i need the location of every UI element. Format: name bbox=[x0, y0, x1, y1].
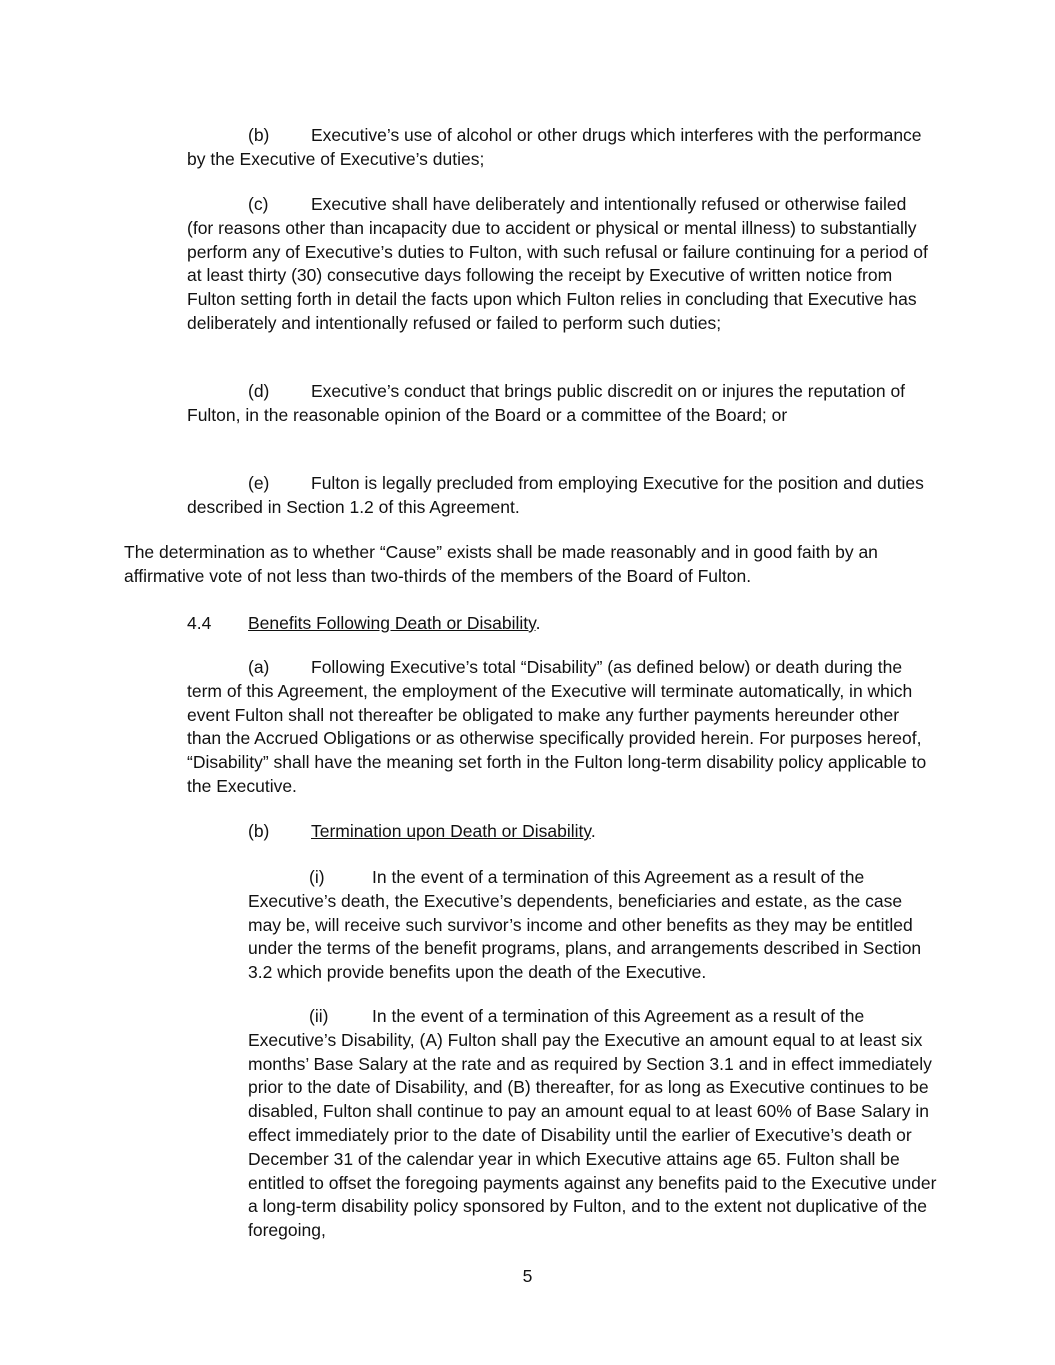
clause-c-label: (c) bbox=[248, 194, 269, 214]
subparagraph-ii-text: In the event of a termination of this Agreement as a result of the Executive’s Disability, (A) Fulton shall pay the Executive an amount equal to at least six months’ Base Salary at the rate and as required by Section 3.1 and in effect immediately prior to the date of Disability, and (B) thereafter, for as long as Executive continues to be disabled, Fulton shall continue to pay an amount equal to at least 60% of Base Salary in effect immediately prior to the date of Disability until the earlier of Executive’s death or December 31 of the calendar year in which Executive attains age 65. Fulton shall be entitled to offset the foregoing payments against any benefits paid to the Executive under a long-term disability policy sponsored by Fulton, and to the extent not duplicative of the foregoing, bbox=[248, 1006, 937, 1241]
clause-b-text: Executive’s use of alcohol or other drugs which interferes with the performance by the Executive of Executive’s duties; bbox=[187, 125, 922, 169]
clause-d-label: (d) bbox=[248, 381, 270, 401]
subparagraph-i-text: In the event of a termination of this Agreement as a result of the Executive’s death, the Executive’s dependents, beneficiaries and estate, as the case may be, will receive such survivor’s income and other benefits as they may be entitled under the terms of the benefit programs, plans, and arrangements described in Section 3.2 which provide benefits upon the death of the Executive. bbox=[248, 867, 922, 983]
subparagraph-ii-label: (ii) bbox=[309, 1006, 329, 1026]
subparagraph-i-label: (i) bbox=[309, 867, 325, 887]
cause-determination-paragraph: The determination as to whether “Cause” exists shall be made reasonably and in good faith by an affirmative vote of not less than two-thirds of the members of the Board of Fulton. bbox=[124, 542, 878, 586]
subparagraph-i bbox=[248, 866, 938, 985]
paragraph-b-title-period: . bbox=[590, 821, 596, 841]
section-4-4-heading bbox=[187, 612, 937, 636]
section-title-period: . bbox=[535, 613, 541, 633]
page-number: 5 bbox=[522, 1266, 533, 1286]
paragraph-a-label: (a) bbox=[248, 657, 270, 677]
paragraph-b-title: Termination upon Death or Disability bbox=[311, 821, 591, 841]
clause-e bbox=[187, 472, 937, 520]
section-number: 4.4 bbox=[187, 613, 212, 633]
clause-d bbox=[187, 380, 937, 428]
clause-c bbox=[187, 193, 937, 336]
clause-c-text: Executive shall have deliberately and intentionally refused or otherwise failed (for reasons other than incapacity due to accident or physical or mental illness) to substantially perform any of Executive’s duties to Fulton, with such refusal or failure continuing for a period of at least thirty (30) consecutive days following the receipt by Executive of written notice from Fulton setting forth in detail the facts upon which Fulton relies in concluding that Executive has deliberately and intentionally refused or failed to perform such duties; bbox=[187, 194, 928, 333]
paragraph-b-heading bbox=[187, 820, 937, 844]
subparagraph-ii bbox=[248, 1005, 938, 1243]
clause-e-text: Fulton is legally precluded from employing Executive for the position and duties described in Section 1.2 of this Agreement. bbox=[187, 473, 924, 517]
paragraph-b-label: (b) bbox=[248, 821, 270, 841]
section-title: Benefits Following Death or Disability bbox=[248, 613, 536, 633]
clause-b-label: (b) bbox=[248, 125, 270, 145]
paragraph-a-text: Following Executive’s total “Disability” (as defined below) or death during the term of this Agreement, the employment of the Executive will terminate automatically, in which event Fulton shall not thereafter be obligated to make any further payments hereunder other than the Accrued Obligations or as otherwise specifically provided herein. For purposes hereof, “Disability” shall have the meaning set forth in the Fulton long-term disability policy applicable to the Executive. bbox=[187, 657, 927, 796]
clause-e-label: (e) bbox=[248, 473, 270, 493]
paragraph-a bbox=[187, 656, 937, 799]
clause-b bbox=[187, 124, 937, 172]
clause-d-text: Executive’s conduct that brings public discredit on or injures the reputation of Fulton, in the reasonable opinion of the Board or a committee of the Board; or bbox=[187, 381, 906, 425]
